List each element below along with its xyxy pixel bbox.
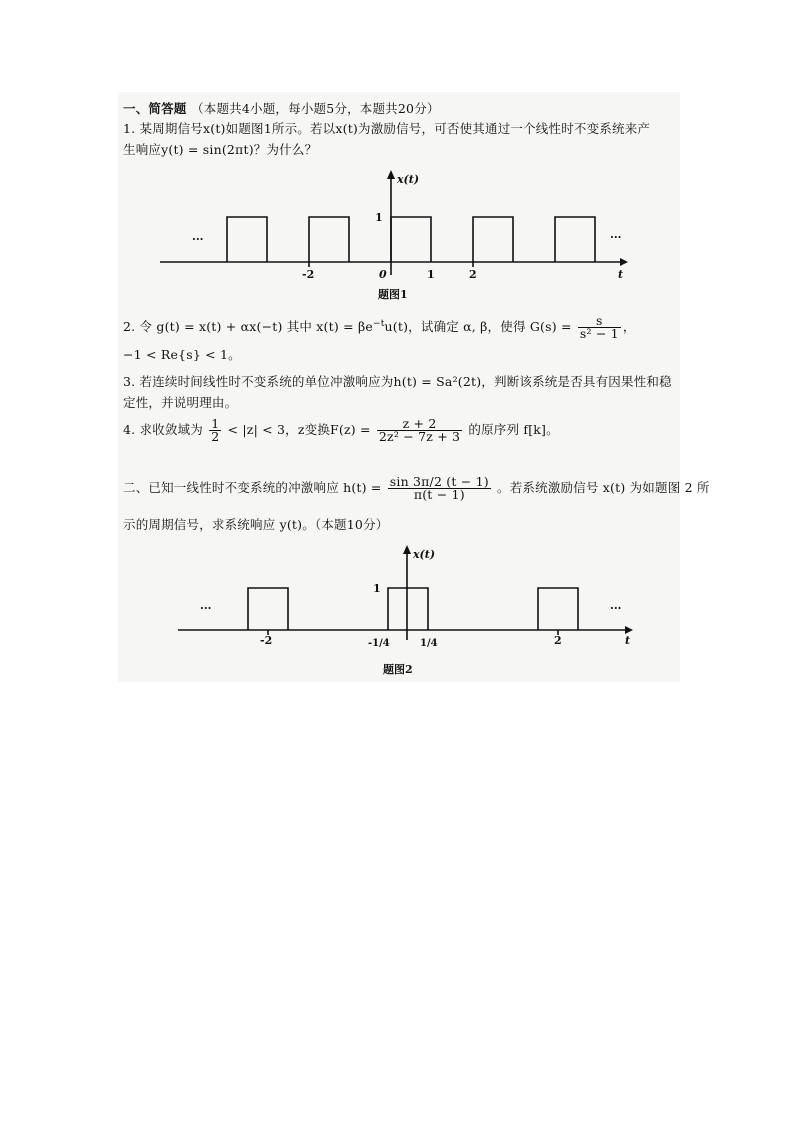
- fig2-t-arrow: [625, 626, 633, 634]
- section1-title: 一、简答题: [123, 101, 187, 116]
- q3-line1: 3. 若连续时间线性时不变系统的单位冲激响应为h(t) = Sa²(2t)，判断该系统是否具有因果性和稳: [123, 374, 672, 389]
- section2-fraction-num: sin 3π/2 (t − 1): [389, 474, 489, 489]
- q2-exponent: −t: [372, 319, 385, 329]
- q4-fraction-half: [209, 418, 221, 443]
- q4-line: [123, 418, 559, 443]
- q2-line2: −1 < Re{s} < 1。: [123, 347, 241, 362]
- q1-line2: 生响应y(t) = sin(2πt)？为什么？: [123, 142, 318, 157]
- q4-half-den: 2: [211, 429, 220, 444]
- q4-text-pre: 4. 求收敛域为: [123, 422, 203, 437]
- section2-line2: 示的周期信号，求系统响应 y(t)。（本题10分）: [123, 517, 389, 532]
- section2-fraction: [388, 476, 491, 501]
- fig2-pulse: [388, 588, 428, 630]
- fig2-tick-label: 1/4: [420, 638, 438, 649]
- q4-fraction-fz: [377, 418, 462, 443]
- fig1-amp-label: 1: [375, 211, 383, 224]
- q2-fraction-num: s: [578, 315, 621, 328]
- fig2-amp-label: 1: [373, 582, 381, 595]
- figure-2: [170, 540, 650, 660]
- q2-fraction-den: s² − 1: [579, 326, 619, 342]
- fig1-pulse: [473, 217, 513, 262]
- fig1-ylabel: x(t): [397, 173, 420, 186]
- fig2-tick-label: -1/4: [368, 638, 390, 649]
- fig1-caption: 题图1: [378, 288, 408, 301]
- fig1-ellipsis-left: ···: [192, 233, 204, 246]
- section2-text-end: 。若系统激励信号 x(t) 为如题图 2 所: [497, 480, 710, 495]
- q2-text-pre: 2. 令 g(t) = x(t) + αx(−t) 其中 x(t) = βe: [123, 319, 373, 335]
- q2-fraction: [578, 315, 621, 340]
- fig1-ellipsis-right: ···: [610, 231, 622, 244]
- fig1-tick-label: 2: [469, 268, 477, 281]
- section2-text-pre: 二、已知一线性时不变系统的冲激响应 h(t) =: [123, 480, 382, 495]
- fig1-pulse: [309, 217, 349, 262]
- fig2-x-arrow: [403, 545, 411, 554]
- fig1-pulse: [391, 217, 431, 262]
- section2-line1: [123, 476, 710, 501]
- q2-text-end: ，: [622, 319, 636, 335]
- fig2-pulse: [538, 588, 578, 630]
- q4-text-mid: < |z| < 3，z变换F(z) =: [227, 422, 371, 437]
- q4-fz-num: z + 2: [377, 418, 462, 431]
- section1-heading: [123, 100, 440, 118]
- fig1-tick-label: 0: [379, 268, 387, 281]
- fig2-xlabel: t: [625, 634, 631, 647]
- q4-text-end: 的原序列 f[k]。: [468, 422, 559, 437]
- fig2-tick-label: 2: [554, 634, 562, 647]
- fig2-caption: 题图2: [383, 663, 413, 676]
- fig1-xlabel: t: [618, 268, 624, 281]
- fig1-pulse: [555, 217, 595, 262]
- q3-line2: 定性，并说明理由。: [123, 395, 238, 410]
- fig2-ylabel: x(t): [413, 548, 436, 561]
- fig1-pulse: [227, 217, 267, 262]
- fig2-ellipsis-left: ···: [200, 602, 212, 615]
- fig2-tick-label: -2: [260, 634, 273, 647]
- q2-line1: [123, 315, 636, 340]
- fig1-t-arrow: [620, 258, 628, 266]
- fig2-ellipsis-right: ···: [610, 602, 622, 615]
- fig2-pulse: [248, 588, 288, 630]
- q4-fz-den: 2z² − 7z + 3: [378, 429, 461, 444]
- section1-note: （本题共4小题，每小题5分，本题共20分）: [191, 101, 440, 116]
- q1-line1: 1. 某周期信号x(t)如题图1所示。若以x(t)为激励信号，可否使其通过一个线性时不变系统来产: [123, 121, 651, 136]
- q4-half-num: 1: [211, 416, 220, 431]
- section2-fraction-den: π(t − 1): [413, 487, 465, 502]
- figure-1: [150, 165, 640, 305]
- fig1-x-arrow: [387, 170, 395, 179]
- fig1-tick-label: -2: [302, 268, 315, 281]
- q2-text-mid: u(t)，试确定 α, β，使得 G(s) =: [384, 319, 572, 335]
- fig1-tick-label: 1: [427, 268, 435, 281]
